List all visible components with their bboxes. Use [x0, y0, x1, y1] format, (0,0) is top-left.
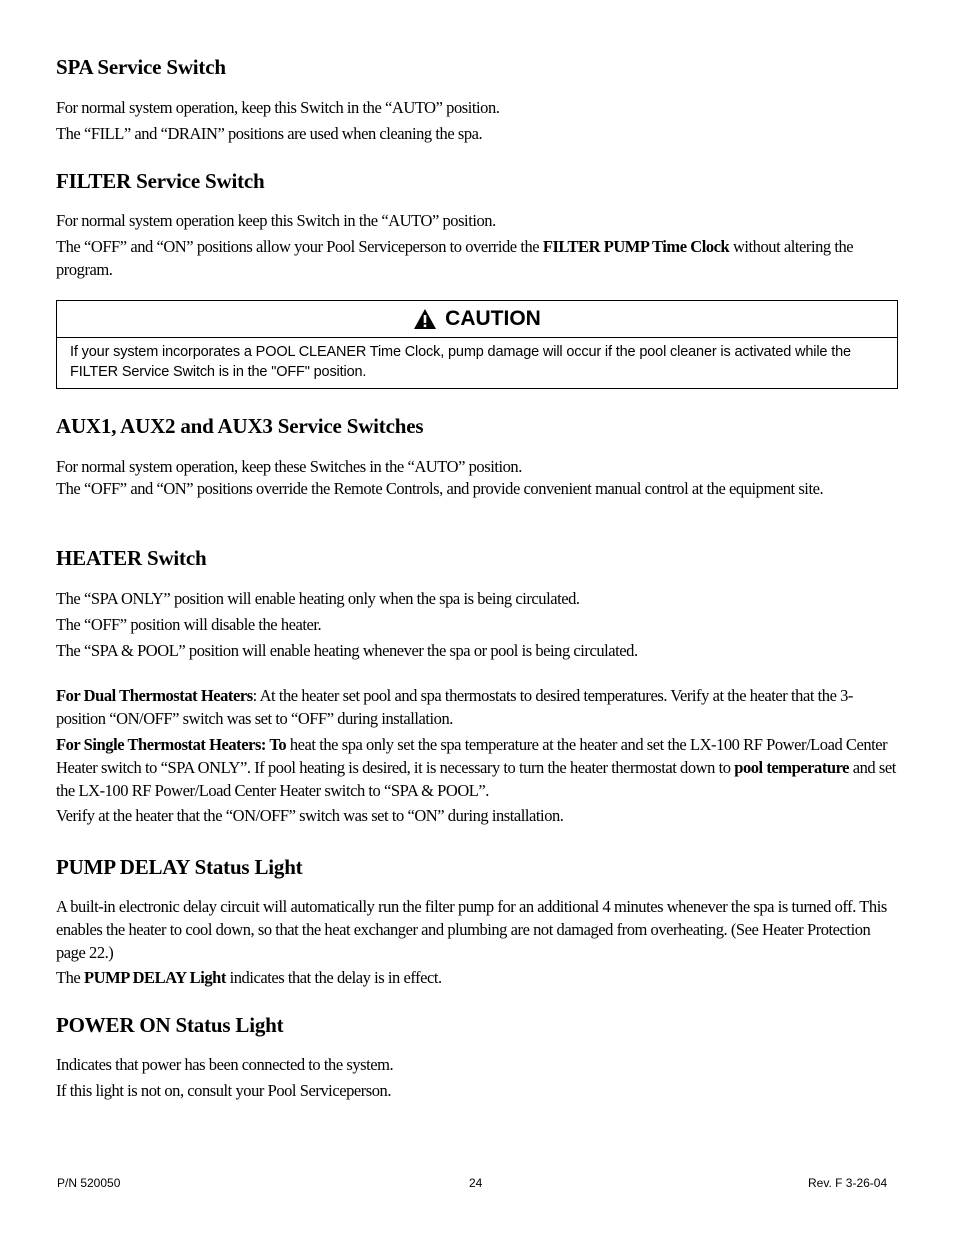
- aux-service-switches-heading: AUX1, AUX2 and AUX3 Service Switches: [56, 414, 424, 438]
- spa-paragraph-2: The “FILL” and “DRAIN” positions are used when cleaning the spa.: [56, 124, 483, 143]
- aux-paragraph-2: The “OFF” and “ON” positions override the Remote Controls, and provide convenient manual control at the equipment site.: [56, 479, 824, 498]
- heater-switch-heading: HEATER Switch: [56, 546, 207, 570]
- footer-part-number: P/N 520050: [57, 1176, 121, 1190]
- aux-paragraph-1: For normal system operation, keep these Switches in the “AUTO” position.: [56, 457, 522, 476]
- footer-revision: Rev. F 3-26-04: [808, 1176, 888, 1190]
- warning-triangle-icon: [413, 308, 437, 330]
- pump-delay-heading: PUMP DELAY Status Light: [56, 855, 303, 879]
- footer-page-number: 24: [469, 1176, 483, 1190]
- filter-service-switch-heading: FILTER Service Switch: [56, 169, 265, 193]
- pump-delay-p2-text-end: indicates that the delay is in effect.: [225, 968, 442, 987]
- caution-text: If your system incorporates a POOL CLEANER Time Clock, pump damage will occur if the pool cleaner is activated while the FILTER Service Switch is in the "OFF" position.: [70, 344, 851, 380]
- heater-paragraph-1: The “SPA ONLY” position will enable heating only when the spa is being circulated.: [56, 589, 580, 608]
- pump-delay-paragraph-2: [56, 966, 898, 989]
- filter-paragraph-2: [56, 235, 898, 281]
- heater-verify-paragraph: Verify at the heater that the “ON/OFF” switch was set to “ON” during installation.: [56, 806, 564, 825]
- dual-thermostat-paragraph: [56, 684, 898, 730]
- power-on-paragraph-2: If this light is not on, consult your Pool Serviceperson.: [56, 1081, 392, 1100]
- single-thermostat-text: heat the spa only set the spa temperature at the heater and set the LX-100 RF Power/Load Center Heater switch to “SPA ONLY”. If pool heating is desired, it is necessary to turn the heater thermostat down to: [56, 735, 888, 777]
- filter-p2-text: The “OFF” and “ON” positions allow your Pool Serviceperson to override the: [56, 237, 543, 256]
- spa-paragraph-1: For normal system operation, keep this Switch in the “AUTO” position.: [56, 98, 500, 117]
- pump-delay-p2-text: The: [56, 968, 84, 987]
- filter-paragraph-1: For normal system operation keep this Switch in the “AUTO” position.: [56, 211, 496, 230]
- dual-thermostat-text: : At the heater set pool and spa thermostats to desired temperatures. Verify at the heater that the 3-position “ON/OFF” switch was set to “OFF” during installation.: [56, 686, 853, 728]
- caution-header: [57, 301, 897, 338]
- heater-paragraph-3: The “SPA & POOL” position will enable heating whenever the spa or pool is being circulated.: [56, 641, 638, 660]
- spa-service-switch-heading: SPA Service Switch: [56, 55, 226, 79]
- pump-delay-light-bold: PUMP DELAY Light: [83, 968, 226, 987]
- dual-thermostat-bold: For Dual Thermostat Heaters: [56, 686, 253, 705]
- single-thermostat-text-end: and set the LX-100 RF Power/Load Center Heater switch to “SPA & POOL”.: [56, 758, 896, 800]
- filter-pump-time-clock-bold: FILTER PUMP Time Clock: [542, 237, 730, 256]
- power-on-paragraph-1: Indicates that power has been connected to the system.: [56, 1055, 394, 1074]
- caution-box: [56, 300, 898, 389]
- caution-title: CAUTION: [445, 307, 541, 330]
- heater-paragraph-2: The “OFF” position will disable the heater.: [56, 615, 322, 634]
- single-thermostat-bold: For Single Thermostat Heaters: To: [56, 735, 287, 754]
- power-on-heading: POWER ON Status Light: [56, 1013, 284, 1037]
- single-thermostat-paragraph: [56, 733, 898, 802]
- pool-temperature-bold: pool temperature: [734, 758, 850, 777]
- pump-delay-paragraph-1: A built-in electronic delay circuit will automatically run the filter pump for an additional 4 minutes whenever the spa is turned off. This enables the heater to cool down, so that the heat exchanger and plumbing are not damaged from overheating. (See Heater Protection page 22.): [56, 897, 887, 962]
- filter-p2-text-end: without altering the program.: [56, 237, 854, 279]
